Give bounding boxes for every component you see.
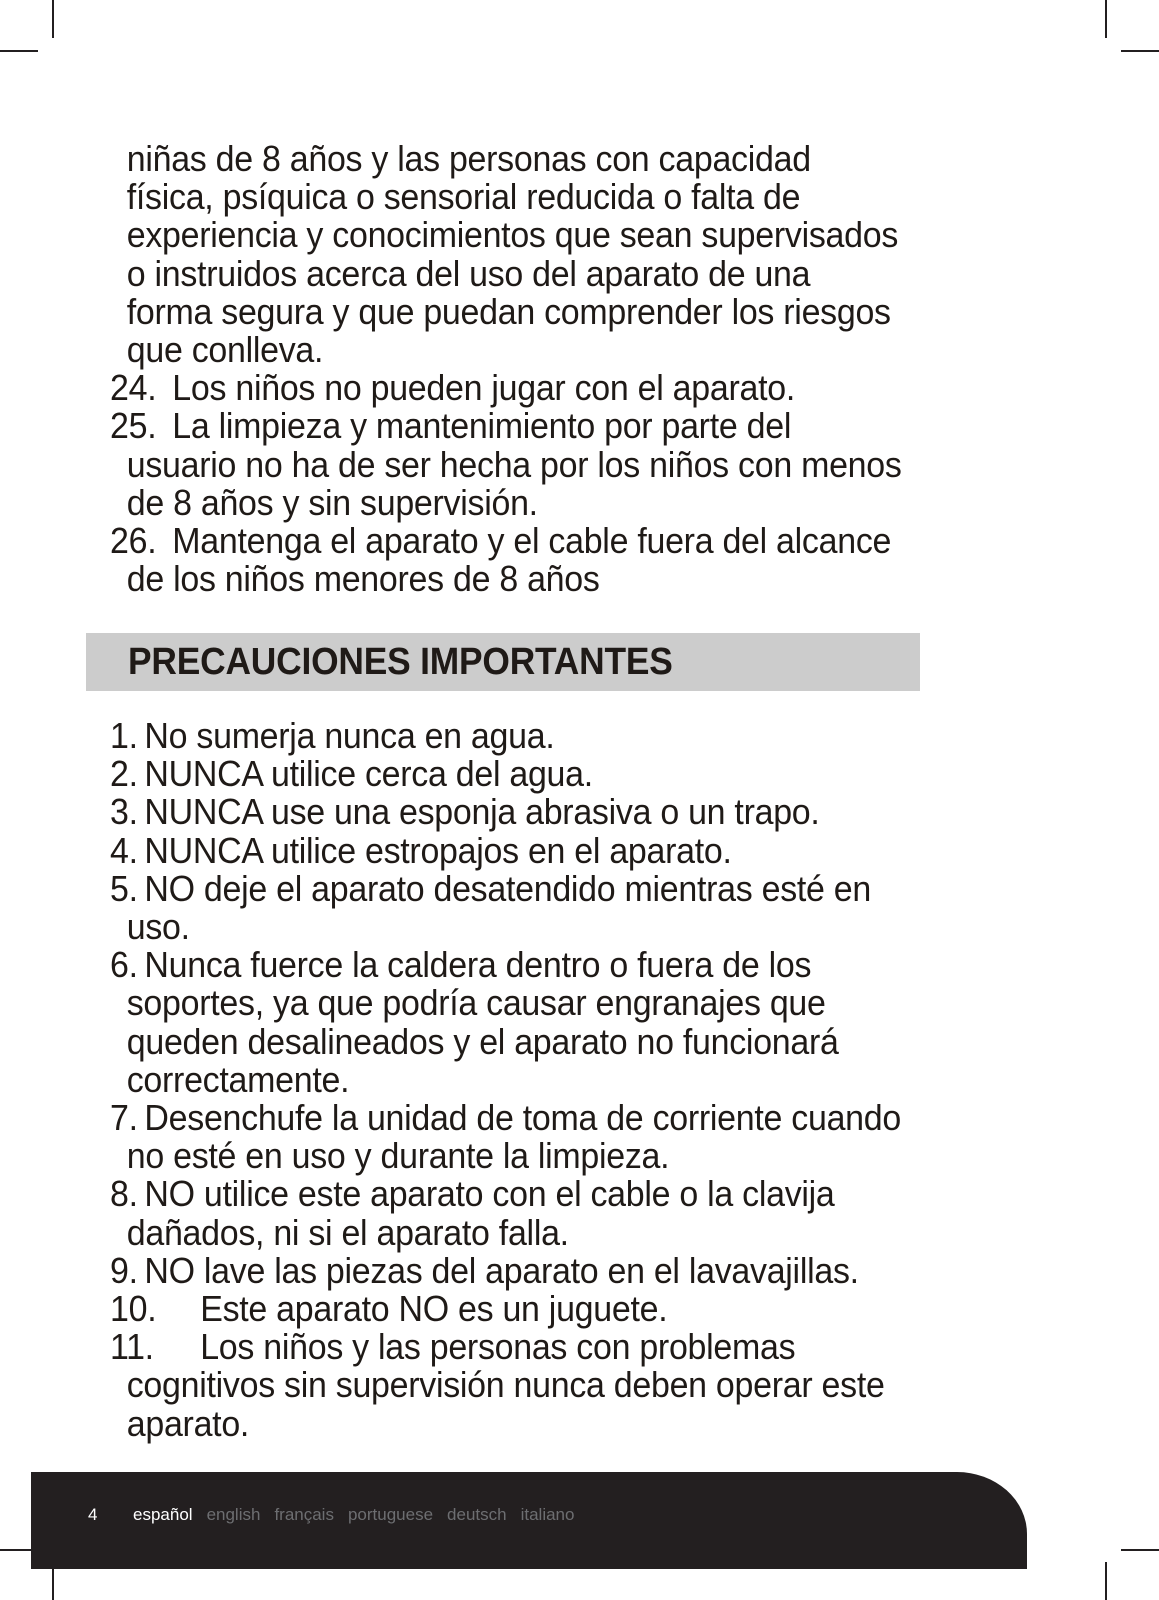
item-line bbox=[110, 1099, 1003, 1137]
item-line bbox=[110, 755, 1003, 793]
precaution-item bbox=[110, 755, 1003, 793]
item-line: cognitivos sin supervisión nunca deben operar este bbox=[126, 1364, 885, 1406]
language-link-italiano[interactable]: italiano bbox=[520, 1505, 575, 1524]
item-number: 24. bbox=[110, 367, 157, 409]
upper-text-block bbox=[110, 140, 1003, 598]
crop-mark bbox=[1121, 1549, 1159, 1551]
crop-mark bbox=[1105, 1562, 1107, 1600]
item-number: 3. bbox=[110, 791, 138, 833]
item-text: Mantenga el aparato y el cable fuera del alcance bbox=[172, 520, 892, 562]
item-line: dañados, ni si el aparato falla. bbox=[126, 1211, 569, 1253]
item-number: 26. bbox=[110, 520, 157, 562]
item-line bbox=[110, 369, 1003, 407]
item-number: 9. bbox=[110, 1249, 138, 1291]
item-text: NUNCA use una esponja abrasiva o un trapo. bbox=[144, 791, 820, 833]
precaution-item bbox=[110, 829, 1003, 871]
precaution-item bbox=[110, 793, 1003, 831]
precaution-item bbox=[110, 867, 1003, 948]
item-line bbox=[110, 1328, 1003, 1366]
item-line: soportes, ya que podría causar engranajes que bbox=[126, 982, 826, 1024]
precaution-item bbox=[110, 1290, 1003, 1328]
item-number: 7. bbox=[110, 1097, 138, 1139]
item-number: 4. bbox=[110, 829, 138, 871]
item-text: Los niños no pueden jugar con el aparato. bbox=[172, 367, 795, 409]
item-line bbox=[110, 946, 1003, 984]
item-number: 25. bbox=[110, 405, 157, 447]
item-text: NO lave las piezas del aparato en el lavavajillas. bbox=[144, 1249, 859, 1291]
item-text: No sumerja nunca en agua. bbox=[144, 715, 555, 756]
warning-item bbox=[110, 369, 1003, 407]
intro-line: experiencia y conocimientos que sean supervisados bbox=[126, 214, 899, 256]
intro-line: que conlleva. bbox=[126, 329, 324, 371]
item-line bbox=[110, 867, 1003, 909]
item-line bbox=[110, 407, 1003, 445]
warning-item bbox=[110, 522, 1003, 598]
item-text: NO utilice este aparato con el cable o la clavija bbox=[144, 1173, 835, 1215]
item-number: 1. bbox=[110, 715, 138, 756]
item-line bbox=[110, 829, 1003, 871]
crop-mark bbox=[1121, 50, 1159, 52]
item-text: NUNCA utilice estropajos en el aparato. bbox=[144, 829, 732, 871]
page-number: 4 bbox=[88, 1505, 98, 1524]
crop-mark bbox=[0, 50, 38, 52]
item-number: 8. bbox=[110, 1173, 138, 1215]
item-number: 11. bbox=[110, 1326, 154, 1368]
item-number: 6. bbox=[110, 944, 138, 986]
language-link-deutsch[interactable]: deutsch bbox=[447, 1505, 507, 1524]
item-line bbox=[110, 1175, 1003, 1213]
item-text: Nunca fuerce la caldera dentro o fuera de los bbox=[144, 944, 812, 986]
warnings-list bbox=[110, 369, 1003, 598]
item-line bbox=[110, 793, 1003, 831]
footer-bar bbox=[31, 1472, 1027, 1569]
item-line: no esté en uso y durante la limpieza. bbox=[126, 1135, 670, 1177]
language-link-portuguese[interactable]: portuguese bbox=[347, 1505, 434, 1524]
item-line: usuario no ha de ser hecha por los niños con menos bbox=[126, 443, 902, 485]
intro-line: niñas de 8 años y las personas con capacidad bbox=[126, 138, 811, 179]
item-line bbox=[110, 522, 1003, 560]
item-line bbox=[110, 1249, 1003, 1291]
item-text: NUNCA utilice cerca del agua. bbox=[144, 753, 593, 795]
item-number: 5. bbox=[110, 867, 138, 909]
item-text: Desenchufe la unidad de toma de corriente cuando bbox=[144, 1097, 901, 1139]
language-nav bbox=[133, 1505, 588, 1525]
item-line: uso. bbox=[126, 906, 190, 948]
item-text: Este aparato NO es un juguete. bbox=[200, 1288, 668, 1330]
language-link-espanol[interactable]: español bbox=[133, 1505, 193, 1524]
intro-line: forma segura y que puedan comprender los riesgos bbox=[126, 290, 891, 332]
crop-mark bbox=[52, 0, 54, 38]
item-text: NO deje el aparato desatendido mientras esté en bbox=[144, 867, 872, 909]
precaution-item bbox=[110, 717, 1003, 755]
language-link-francais[interactable]: français bbox=[274, 1505, 334, 1524]
precaution-item bbox=[110, 1099, 1003, 1175]
intro-line: o instruidos acerca del uso del aparato de una bbox=[126, 252, 811, 294]
item-line: de 8 años y sin supervisión. bbox=[126, 481, 538, 523]
section-title-bar bbox=[86, 633, 920, 691]
item-line: de los niños menores de 8 años bbox=[126, 558, 600, 600]
precaution-item bbox=[110, 946, 1003, 1099]
crop-mark bbox=[1105, 0, 1107, 38]
item-line: queden desalineados y el aparato no funcionará bbox=[126, 1020, 839, 1062]
item-number: 10. bbox=[110, 1288, 157, 1330]
item-text: La limpieza y mantenimiento por parte del bbox=[172, 405, 792, 447]
item-line: aparato. bbox=[126, 1402, 250, 1444]
warning-item bbox=[110, 407, 1003, 522]
precautions-list bbox=[110, 717, 1003, 1443]
precaution-item bbox=[110, 1249, 1003, 1291]
section-title: PRECAUCIONES IMPORTANTES bbox=[128, 641, 673, 683]
language-link-english[interactable]: english bbox=[206, 1505, 261, 1524]
item-line bbox=[110, 1290, 1003, 1328]
intro-paragraph bbox=[110, 140, 1003, 369]
item-line: correctamente. bbox=[126, 1058, 350, 1100]
item-number: 2. bbox=[110, 753, 138, 795]
item-line bbox=[110, 717, 1003, 755]
precaution-item bbox=[110, 1328, 1003, 1443]
item-text: Los niños y las personas con problemas bbox=[200, 1326, 796, 1368]
precaution-item bbox=[110, 1175, 1003, 1251]
intro-line: física, psíquica o sensorial reducida o falta de bbox=[126, 176, 801, 218]
